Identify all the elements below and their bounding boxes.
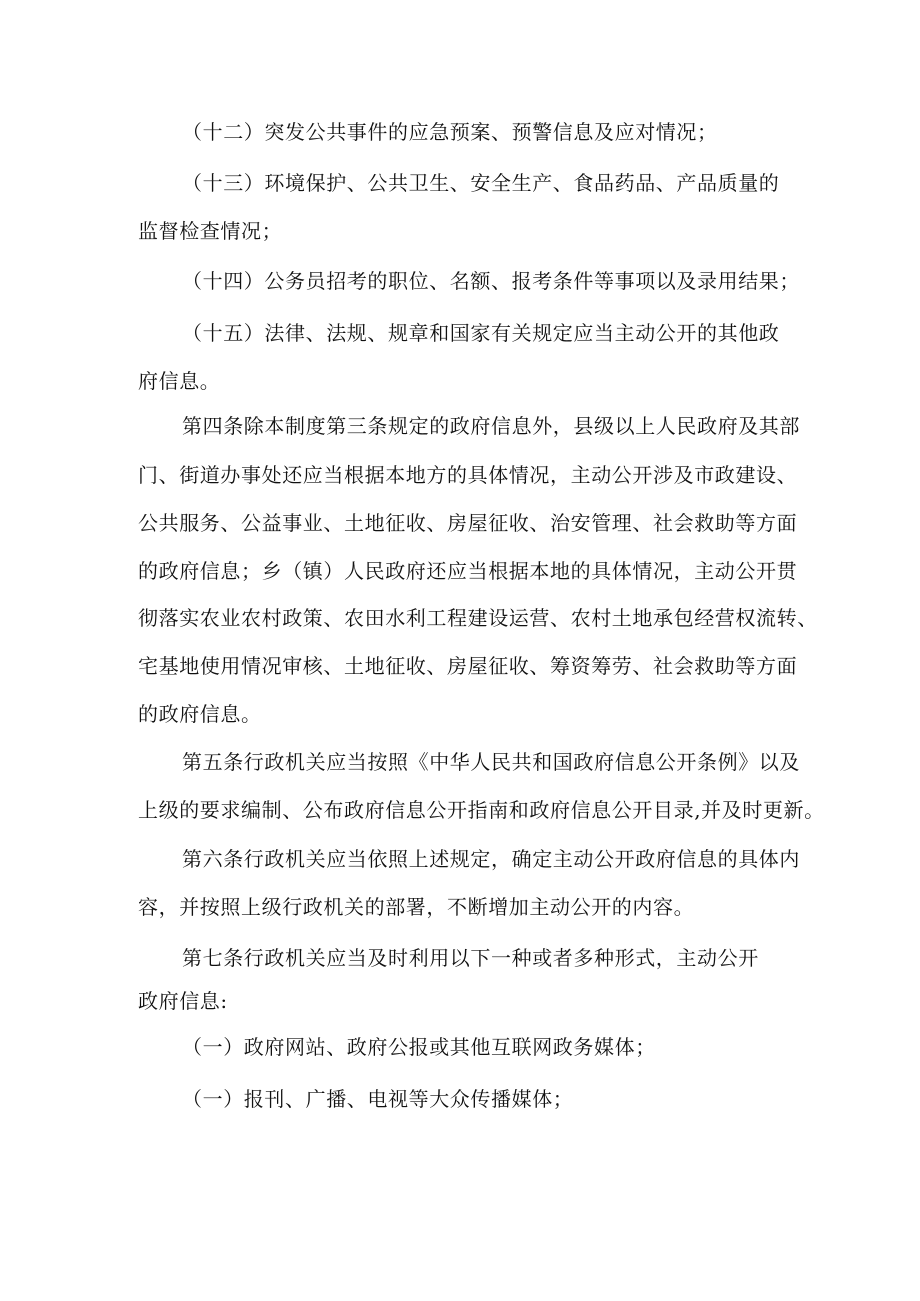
text-line: （一）报刊、广播、电视等大众传播媒体； <box>182 1087 574 1111</box>
text-line: 上级的要求编制、公布政府信息公开指南和政府信息公开目录,并及时更新。 <box>138 798 825 822</box>
text-line: 第六条行政机关应当依照上述规定，确定主动公开政府信息的具体内 <box>182 847 800 871</box>
text-line: （十二）突发公共事件的应急预案、预警信息及应对情况； <box>182 120 718 144</box>
text-line: 第五条行政机关应当按照《中华人民共和国政府信息公开条例》以及 <box>182 750 800 774</box>
text-line: 的政府信息；乡（镇）人民政府还应当根据本地的具体情况，主动公开贯 <box>138 559 798 583</box>
text-line: 门、街道办事处还应当根据本地方的具体情况，主动公开涉及市政建设、 <box>138 463 798 487</box>
text-line: 监督检查情况； <box>138 219 283 243</box>
text-line: 容，并按照上级行政机关的部署，不断增加主动公开的内容。 <box>138 895 695 919</box>
text-line: 第四条除本制度第三条规定的政府信息外，县级以上人民政府及其部 <box>182 414 800 438</box>
text-line: （十五）法律、法规、规章和国家有关规定应当主动公开的其他政 <box>182 321 780 345</box>
text-line: 宅基地使用情况审核、土地征收、房屋征收、筹资筹劳、社会救助等方面 <box>138 654 798 678</box>
text-line: 第七条行政机关应当及时利用以下一种或者多种形式，主动公开 <box>182 946 759 970</box>
text-line: 政府信息: <box>138 989 228 1013</box>
text-line: 公共服务、公益事业、土地征收、房屋征收、治安管理、社会救助等方面 <box>138 511 798 535</box>
text-line: 彻落实农业农村政策、农田水利工程建设运营、农村土地承包经营权流转、 <box>138 606 818 630</box>
text-line: （一）政府网站、政府公报或其他互联网政务媒体； <box>182 1035 656 1059</box>
text-line: 的政府信息。 <box>138 702 262 726</box>
text-line: （十四）公务员招考的职位、名额、报考条件等事项以及录用结果； <box>182 269 800 293</box>
text-line: （十三）环境保护、公共卫生、安全生产、食品药品、产品质量的 <box>182 171 780 195</box>
text-line: 府信息。 <box>138 369 221 393</box>
